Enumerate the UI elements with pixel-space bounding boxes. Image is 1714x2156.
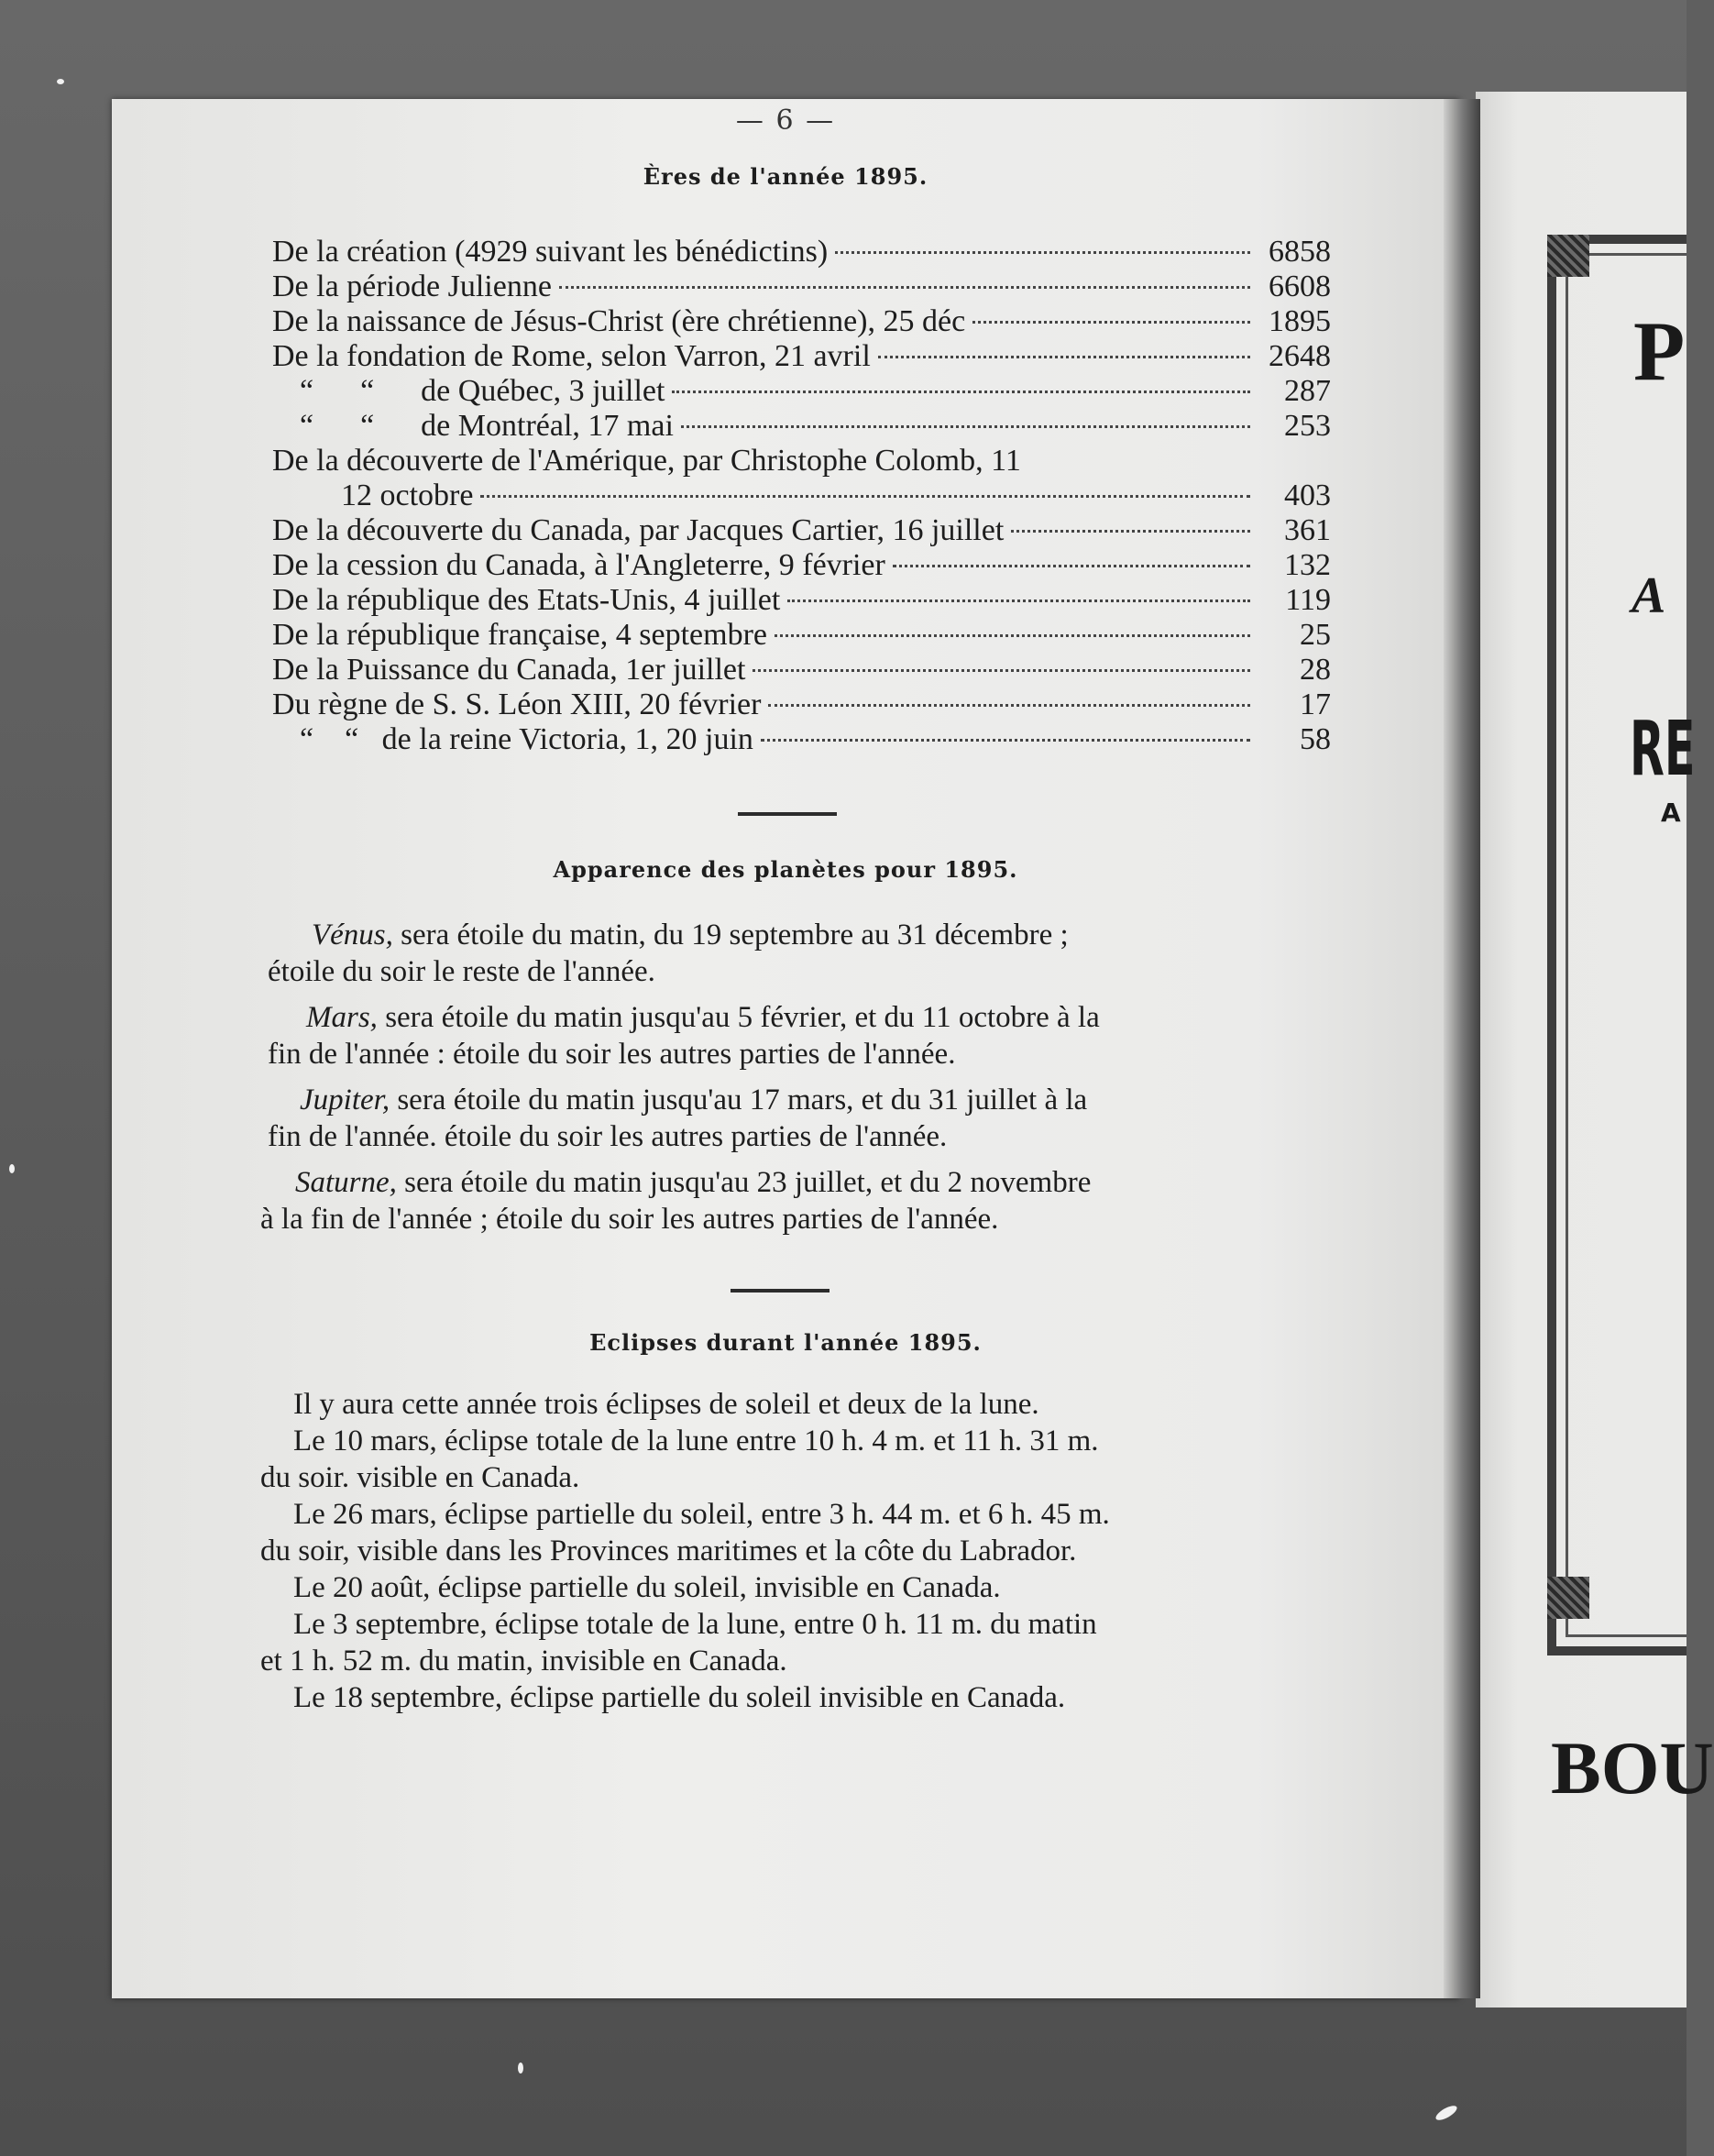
eclipses-title: Eclipses durant l'année 1895. (589, 1329, 982, 1356)
section-divider (738, 812, 837, 816)
eclipse-line: et 1 h. 52 m. du matin, invisible en Canada. (260, 1644, 787, 1678)
border-corner-ornament (1547, 1577, 1589, 1619)
era-label: De la cession du Canada, à l'Angleterre, 9 février (272, 548, 885, 582)
facing-page-letter: A (1632, 567, 1666, 624)
era-label: De la naissance de Jésus-Christ (ère chrétienne), 25 déc (272, 304, 966, 338)
era-row (272, 304, 1331, 339)
planet-name: Saturne, (295, 1166, 397, 1199)
dot-leader (893, 565, 1250, 567)
era-row (300, 722, 1331, 757)
era-value: 287 (1284, 374, 1331, 408)
page-number: — 6 — (735, 104, 836, 137)
eras-title: Ères de l'année 1895. (643, 163, 928, 190)
planet-line (295, 1166, 1091, 1200)
dot-leader (878, 356, 1250, 358)
era-row (272, 618, 1331, 653)
dot-leader (775, 634, 1250, 637)
dust-speck (9, 1164, 15, 1173)
eclipse-line: Le 18 septembre, éclipse partielle du soleil invisible en Canada. (293, 1681, 1066, 1714)
era-label: De la république française, 4 septembre (272, 618, 767, 652)
era-value: 361 (1284, 513, 1331, 547)
dot-leader (972, 321, 1250, 324)
planet-line: fin de l'année : étoile du soir les autres parties de l'année. (268, 1038, 956, 1071)
era-row (272, 583, 1331, 618)
planet-line: à la fin de l'année ; étoile du soir les autres parties de l'année. (260, 1203, 999, 1236)
planet-name: Mars, (306, 1001, 378, 1034)
era-row (300, 374, 1331, 409)
book-gutter (1444, 99, 1480, 1998)
eclipse-line: Le 26 mars, éclipse partielle du soleil, entre 3 h. 44 m. et 6 h. 45 m. (293, 1498, 1110, 1531)
era-label: De la fondation de Rome, selon Varron, 21 avril (272, 339, 871, 373)
era-value: 403 (1284, 478, 1331, 512)
era-label: 12 octobre (341, 478, 474, 512)
dot-leader (787, 600, 1250, 602)
era-row (272, 548, 1331, 583)
dot-leader (672, 390, 1250, 393)
dot-leader (768, 704, 1250, 707)
planet-line (300, 1084, 1087, 1117)
era-label: De la découverte du Canada, par Jacques Cartier, 16 juillet (272, 513, 1005, 547)
planet-line (312, 918, 1069, 952)
dot-leader (1011, 530, 1250, 533)
era-row (272, 513, 1331, 548)
era-label: “ “ de Montréal, 17 mai (300, 409, 674, 443)
planet-name: Jupiter, (300, 1084, 390, 1116)
era-value: 6858 (1269, 235, 1331, 269)
facing-page-letter: RE (1630, 706, 1696, 793)
eclipse-line: du soir. visible en Canada. (260, 1461, 580, 1494)
dot-leader (559, 286, 1250, 289)
dust-speck (518, 2062, 523, 2074)
era-value: 253 (1284, 409, 1331, 443)
era-row (272, 270, 1331, 304)
dot-leader (753, 669, 1250, 672)
era-row (300, 409, 1331, 444)
era-label: Du règne de S. S. Léon XIII, 20 février (272, 688, 762, 721)
era-label: De la république des Etats-Unis, 4 juillet (272, 583, 781, 617)
book-page (112, 99, 1459, 1998)
ornate-border-inner (1566, 253, 1687, 1637)
planet-text: sera étoile du matin jusqu'au 5 février, et du 11 octobre à la (377, 1001, 1100, 1034)
planet-line: étoile du soir le reste de l'année. (268, 955, 655, 988)
era-row (272, 688, 1331, 722)
era-value: 25 (1300, 618, 1331, 652)
section-divider (731, 1289, 830, 1292)
dot-leader (681, 425, 1250, 428)
eclipse-line: Le 3 septembre, éclipse totale de la lune, entre 0 h. 11 m. du matin (293, 1608, 1097, 1641)
dot-leader (480, 495, 1250, 498)
era-row (272, 339, 1331, 374)
era-row (272, 235, 1331, 270)
planet-name: Vénus, (312, 918, 393, 952)
era-value: 1895 (1269, 304, 1331, 338)
era-value: 17 (1300, 688, 1331, 721)
era-row (341, 478, 1331, 513)
eclipse-line: Il y aura cette année trois éclipses de soleil et deux de la lune. (293, 1388, 1039, 1421)
facing-page-letter: BOU (1551, 1726, 1714, 1810)
era-label: De la période Julienne (272, 270, 552, 303)
era-label: De la Puissance du Canada, 1er juillet (272, 653, 746, 687)
era-value: 132 (1284, 548, 1331, 582)
border-corner-ornament (1547, 235, 1589, 277)
era-value: 58 (1300, 722, 1331, 756)
eclipse-line: Le 20 août, éclipse partielle du soleil, invisible en Canada. (293, 1571, 1001, 1604)
eclipse-line: du soir, visible dans les Provinces maritimes et la côte du Labrador. (260, 1534, 1077, 1568)
planet-line: fin de l'année. étoile du soir les autres parties de l'année. (268, 1120, 948, 1153)
planets-title: Apparence des planètes pour 1895. (553, 856, 1018, 883)
era-label: “ “ de la reine Victoria, 1, 20 juin (300, 722, 753, 756)
era-row (272, 653, 1331, 688)
dot-leader (835, 251, 1250, 254)
planet-line (306, 1001, 1100, 1035)
dust-speck (57, 79, 64, 84)
era-value: 28 (1300, 653, 1331, 687)
dot-leader (761, 739, 1250, 742)
era-value: 6608 (1269, 270, 1331, 303)
planet-text: sera étoile du matin jusqu'au 23 juillet, et du 2 novembre (396, 1166, 1092, 1199)
era-label: “ “ de Québec, 3 juillet (300, 374, 665, 408)
planet-text: sera étoile du matin, du 19 septembre au 31 décembre ; (392, 918, 1069, 952)
facing-page-letter: A (1661, 798, 1681, 828)
facing-page-letter: P (1633, 304, 1686, 398)
planet-text: sera étoile du matin jusqu'au 17 mars, et du 31 juillet à la (390, 1084, 1088, 1116)
era-label: De la découverte de l'Amérique, par Christophe Colomb, 11 (272, 444, 1021, 478)
era-value: 2648 (1269, 339, 1331, 373)
era-value: 119 (1285, 583, 1331, 617)
eclipse-line: Le 10 mars, éclipse totale de la lune entre 10 h. 4 m. et 11 h. 31 m. (293, 1424, 1099, 1458)
era-label: De la création (4929 suivant les bénédictins) (272, 235, 829, 269)
